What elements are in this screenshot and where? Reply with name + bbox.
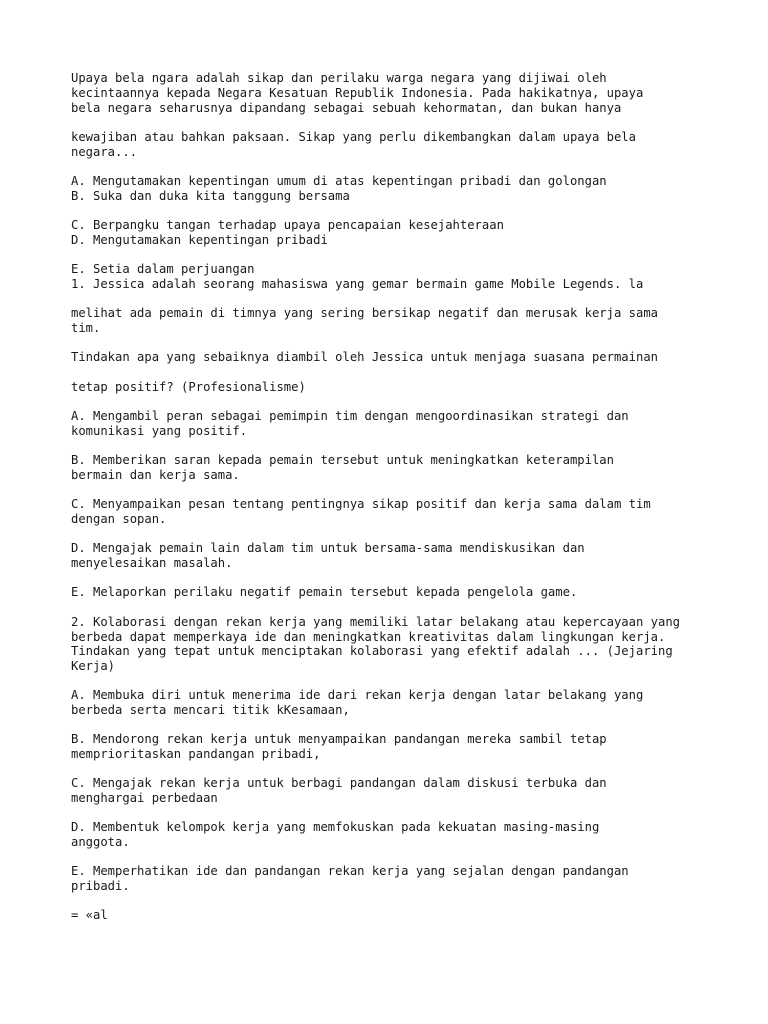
- option-line: A. Mengambil peran sebagai pemimpin tim dengan mengoordinasikan strategi dan: [71, 409, 629, 423]
- text-line: negara...: [71, 145, 138, 159]
- option-line: anggota.: [71, 835, 130, 849]
- option-line: komunikasi yang positif.: [71, 424, 248, 438]
- question-line: berbeda dapat memperkaya ide dan meningkatkan kreativitas dalam lingkungan kerja.: [71, 630, 666, 644]
- text-line: kecintaannya kepada Negara Kesatuan Republik Indonesia. Pada hakikatnya, upaya: [71, 86, 644, 100]
- option-line: berbeda serta mencari titik kKesamaan,: [71, 703, 350, 717]
- question-line: Kerja): [71, 659, 116, 673]
- option-line: D. Membentuk kelompok kerja yang memfokuskan pada kekuatan masing-masing: [71, 820, 600, 834]
- option-line: dengan sopan.: [71, 512, 167, 526]
- option-line: B. Suka dan duka kita tanggung bersama: [71, 189, 350, 203]
- text-line: Upaya bela ngara adalah sikap dan perilaku warga negara yang dijiwai oleh: [71, 71, 607, 85]
- text-line: = «al: [71, 908, 108, 922]
- text-line: kewajiban atau bahkan paksaan. Sikap yang perlu dikembangkan dalam upaya bela: [71, 130, 636, 144]
- option-line: bermain dan kerja sama.: [71, 468, 240, 482]
- text-line: melihat ada pemain di timnya yang sering bersikap negatif dan merusak kerja sama: [71, 306, 658, 320]
- option-line: C. Mengajak rekan kerja untuk berbagi pandangan dalam diskusi terbuka dan: [71, 776, 607, 790]
- option-line: E. Setia dalam perjuangan: [71, 262, 255, 276]
- question-line: 2. Kolaborasi dengan rekan kerja yang memiliki latar belakang atau kepercayaan yang: [71, 615, 681, 629]
- option-line: menyelesaikan masalah.: [71, 556, 233, 570]
- option-line: memprioritaskan pandangan pribadi,: [71, 747, 321, 761]
- text-line: tetap positif? (Profesionalisme): [71, 380, 306, 394]
- option-line: B. Memberikan saran kepada pemain tersebut untuk meningkatkan keterampilan: [71, 453, 614, 467]
- option-line: A. Mengutamakan kepentingan umum di atas kepentingan pribadi dan golongan: [71, 174, 607, 188]
- option-line: D. Mengajak pemain lain dalam tim untuk bersama-sama mendiskusikan dan: [71, 541, 585, 555]
- option-line: pribadi.: [71, 879, 130, 893]
- text-line: tim.: [71, 321, 101, 335]
- question-line: Tindakan yang tepat untuk menciptakan kolaborasi yang efektif adalah ... (Jejaring: [71, 644, 673, 658]
- option-line: E. Memperhatikan ide dan pandangan rekan kerja yang sejalan dengan pandangan: [71, 864, 629, 878]
- option-line: C. Menyampaikan pesan tentang pentingnya sikap positif dan kerja sama dalam tim: [71, 497, 651, 511]
- text-line: bela negara seharusnya dipandang sebagai sebuah kehormatan, dan bukan hanya: [71, 101, 622, 115]
- option-line: C. Berpangku tangan terhadap upaya pencapaian kesejahteraan: [71, 218, 504, 232]
- text-line: Tindakan apa yang sebaiknya diambil oleh Jessica untuk menjaga suasana permainan: [71, 350, 658, 364]
- option-line: menghargai perbedaan: [71, 791, 218, 805]
- option-line: D. Mengutamakan kepentingan pribadi: [71, 233, 328, 247]
- option-line: B. Mendorong rekan kerja untuk menyampaikan pandangan mereka sambil tetap: [71, 732, 607, 746]
- option-line: E. Melaporkan perilaku negatif pemain tersebut kepada pengelola game.: [71, 585, 578, 599]
- option-line: A. Membuka diri untuk menerima ide dari rekan kerja dengan latar belakang yang: [71, 688, 644, 702]
- question-line: 1. Jessica adalah seorang mahasiswa yang gemar bermain game Mobile Legends. la: [71, 277, 644, 291]
